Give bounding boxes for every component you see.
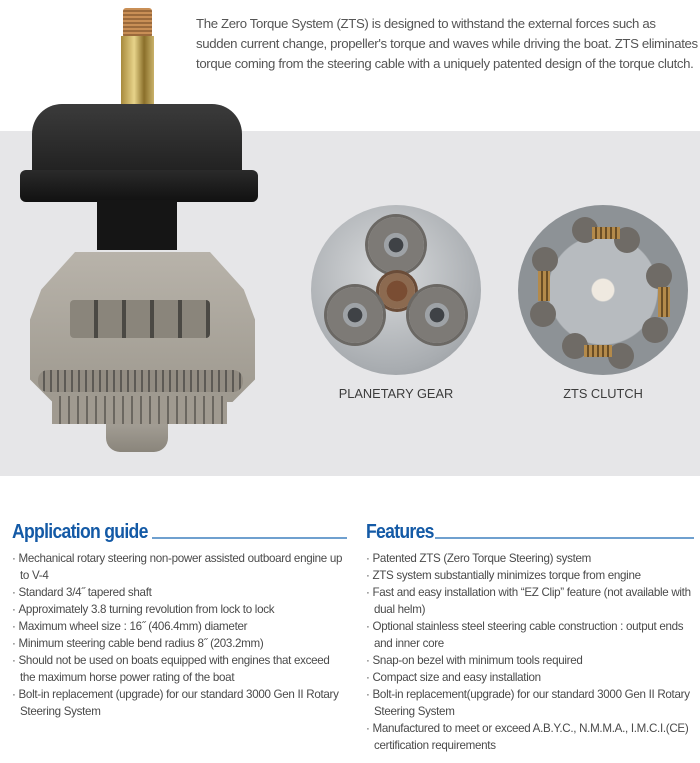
planetary-gear-caption: PLANETARY GEAR — [338, 386, 454, 401]
clutch-pad — [646, 263, 672, 289]
output-foot — [106, 424, 168, 452]
worm-gear — [38, 370, 243, 392]
clutch-spring — [584, 345, 612, 357]
shaft-thread — [123, 8, 152, 38]
application-guide-title: Application guide — [12, 521, 148, 543]
housing-neck — [97, 200, 177, 250]
sun-gear — [379, 273, 415, 309]
planet-gear-top — [368, 217, 424, 273]
clutch-rollers — [70, 300, 210, 338]
list-item: · Should not be used on boats equipped with engines that exceed the maximum horse power rating of the boat — [12, 652, 347, 686]
clutch-spring — [538, 271, 550, 301]
planetary-gear-image — [311, 205, 481, 375]
clutch-spring — [592, 227, 620, 239]
list-item: · Manufactured to meet or exceed A.B.Y.C., N.M.M.A., I.M.C.I.(CE) certification requirements — [366, 720, 694, 754]
helm-unit-image — [0, 0, 290, 476]
zts-clutch-caption: ZTS CLUTCH — [563, 386, 643, 401]
planet-gear-right — [409, 287, 465, 343]
features-section — [366, 518, 694, 754]
application-guide-section — [12, 518, 347, 720]
bezel-rim — [20, 170, 258, 202]
intro-paragraph: The Zero Torque System (ZTS) is designed to withstand the external forces such as sudden current change, propeller's torque and waves while driving the boat. ZTS eliminates torque coming from the steering cable with a uniquely patented design of the torque clutch. — [196, 16, 698, 71]
application-guide-list — [12, 550, 347, 720]
tapered-shaft — [121, 36, 154, 106]
planet-gear-left — [327, 287, 383, 343]
list-item: · ZTS system substantially minimizes torque from engine — [366, 567, 694, 584]
list-item: · Maximum wheel size : 16˝ (406.4mm) diameter — [12, 618, 347, 635]
list-item: · Mechanical rotary steering non-power assisted outboard engine up to V-4 — [12, 550, 347, 584]
heading-rule — [435, 537, 694, 539]
list-item: · Compact size and easy installation — [366, 669, 694, 686]
list-item: · Fast and easy installation with “EZ Clip” feature (not available with dual helm) — [366, 584, 694, 618]
list-item: · Patented ZTS (Zero Torque Steering) system — [366, 550, 694, 567]
gear-teeth — [52, 396, 227, 424]
list-item: · Bolt-in replacement (upgrade) for our standard 3000 Gen II Rotary Steering System — [12, 686, 347, 720]
clutch-pad — [642, 317, 668, 343]
list-item: · Snap-on bezel with minimum tools required — [366, 652, 694, 669]
zts-clutch-image — [518, 205, 688, 375]
list-item: · Minimum steering cable bend radius 8˝ (203.2mm) — [12, 635, 347, 652]
list-item: · Approximately 3.8 turning revolution from lock to lock — [12, 601, 347, 618]
list-item: · Bolt-in replacement(upgrade) for our standard 3000 Gen II Rotary Steering System — [366, 686, 694, 720]
features-title: Features — [366, 521, 434, 543]
list-item: · Standard 3/4˝ tapered shaft — [12, 584, 347, 601]
clutch-spring — [658, 287, 670, 317]
list-item: · Optional stainless steel steering cable construction : output ends and inner core — [366, 618, 694, 652]
clutch-pad — [532, 247, 558, 273]
section-heading — [366, 518, 694, 544]
clutch-pad — [530, 301, 556, 327]
features-list — [366, 550, 694, 754]
section-heading — [12, 518, 347, 544]
heading-rule — [152, 537, 347, 539]
